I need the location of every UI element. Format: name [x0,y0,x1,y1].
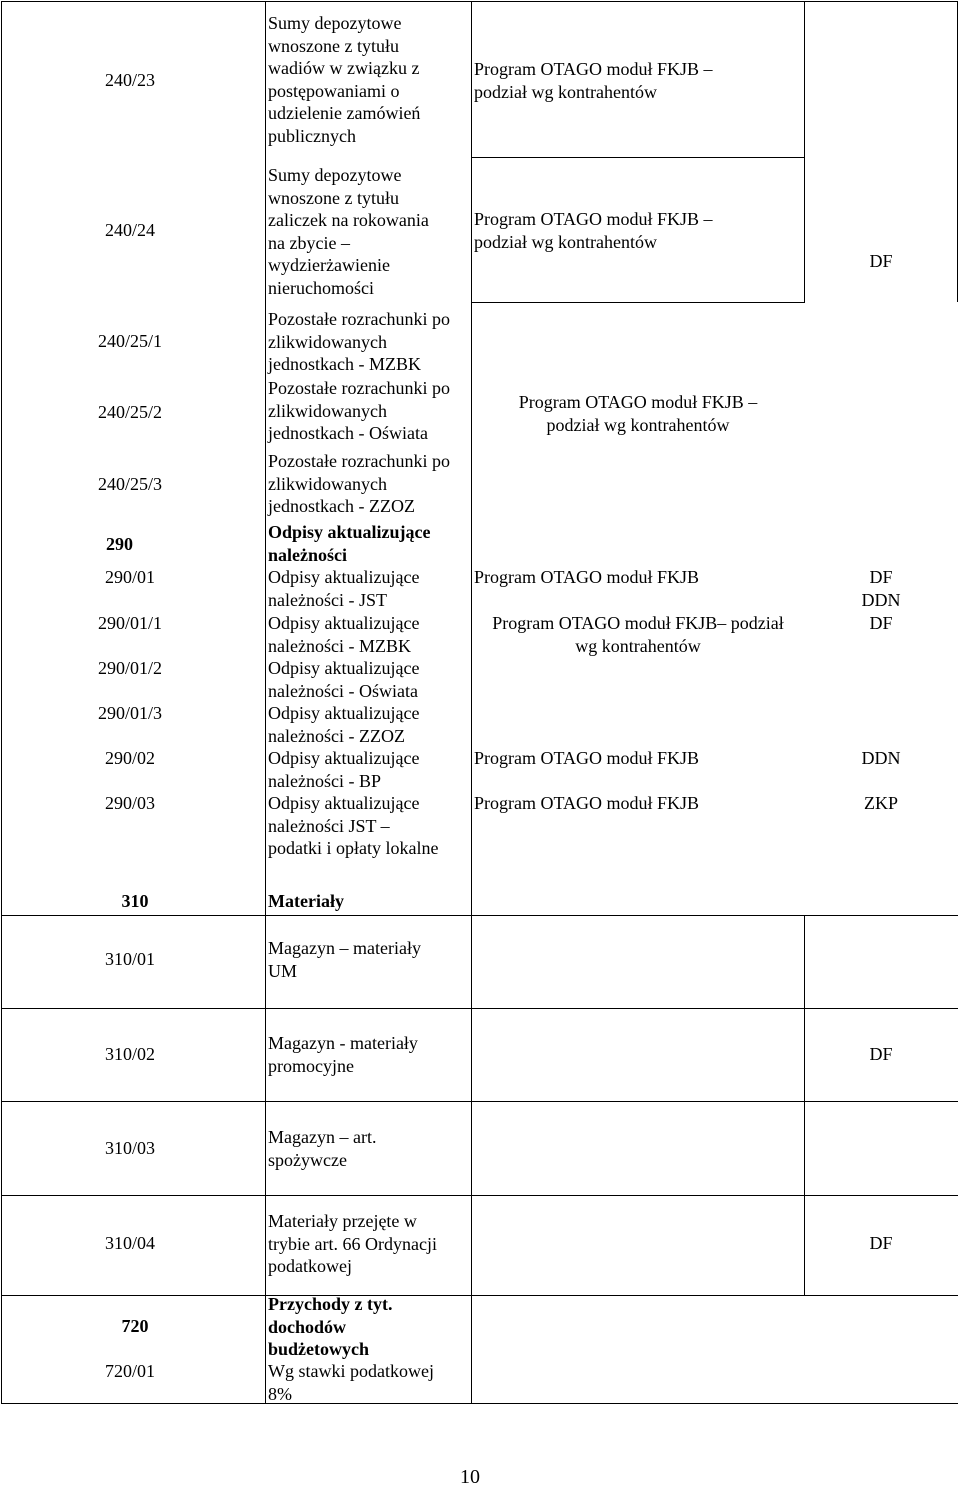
row-divider-310 [1,915,958,916]
account-description: Magazyn – materiały UM [268,938,421,981]
row-divider-310-03 [1,1101,958,1102]
account-description: Pozostałe rozrachunki po zlikwidowanych jednostkach - Oświata [268,378,450,443]
category-cell: DDN [861,748,901,768]
account-number: 310 [121,891,149,911]
account-description: Sumy depozytowe wnoszone z tytułu wadiów w związku z postępowaniami o udzielenie zamówień publicznych [268,13,421,146]
account-description: Odpisy aktualizujące należności - ZZOZ [268,703,420,746]
account-description: Pozostałe rozrachunki po zlikwidowanych jednostkach - ZZOZ [268,451,450,516]
account-description: Przychody z tyt. dochodów budżetowych [268,1294,393,1359]
account-description: Odpisy aktualizujące należności - JST [268,567,420,610]
account-description: Materiały przejęte w trybie art. 66 Ordynacji podatkowej [268,1211,437,1276]
col-divider-2 [471,1,472,1403]
program-cell: Program OTAGO moduł FKJB – podział wg kontrahentów [474,59,713,102]
account-number: 290/01 [104,567,155,587]
col-divider-3-bottom [804,915,805,1295]
category-cell: DF [869,251,893,271]
account-description: Odpisy aktualizujące należności [268,522,431,565]
account-number: 240/25/2 [97,402,162,422]
category-cell: DF [869,613,893,633]
account-description: Odpisy aktualizujące należności - BP [268,748,420,791]
account-number: 290/01/1 [97,613,162,633]
account-description: Magazyn - materiały promocyjne [268,1033,418,1076]
col-divider-3-top [804,1,805,302]
account-number: 290/01/3 [97,703,162,723]
account-number: 310/03 [104,1138,155,1158]
row-divider-310-02 [1,1008,958,1009]
account-description: Odpisy aktualizujące należności - MZBK [268,613,420,656]
program-cell: Program OTAGO moduł FKJB [474,567,700,587]
row-divider-program-1 [471,157,805,158]
account-description: Pozostałe rozrachunki po zlikwidowanych jednostkach - MZBK [268,309,450,374]
program-cell: Program OTAGO moduł FKJB – podział wg kontrahentów [474,209,713,252]
account-number: 290/02 [104,748,155,768]
category-cell: DF DDN [861,567,901,610]
category-cell: DF [869,1044,893,1064]
account-description: Odpisy aktualizujące należności JST – podatki i opłaty lokalne [268,793,439,858]
account-number: 240/23 [104,70,155,90]
account-number: 720 [121,1316,149,1336]
account-number: 240/25/1 [97,331,162,351]
row-divider-program-2 [471,302,805,303]
account-number: 290/01/2 [97,658,162,678]
program-cell: Program OTAGO moduł FKJB – podział wg kontrahentów [518,392,758,435]
program-cell: Program OTAGO moduł FKJB [474,748,700,768]
account-description: Odpisy aktualizujące należności - Oświata [268,658,420,701]
category-cell: ZKP [863,793,898,813]
account-number: 290 [106,534,133,554]
account-number: 310/01 [104,949,155,969]
account-number: 310/04 [104,1233,155,1253]
program-cell: Program OTAGO moduł FKJB– podział wg kontrahentów [492,613,784,656]
account-number: 240/25/3 [97,474,162,494]
row-divider-720 [1,1295,958,1296]
account-description: Sumy depozytowe wnoszone z tytułu zaliczek na rokowania na zbycie – wydzierżawienie nieruchomości [268,165,429,298]
account-description: Wg stawki podatkowej 8% [268,1361,434,1404]
page-number: 10 [460,1466,480,1488]
table-border-top [1,1,958,2]
account-number: 310/02 [104,1044,155,1064]
account-number: 240/24 [104,220,155,240]
row-divider-310-04 [1,1195,958,1196]
account-description: Materiały [268,891,344,911]
account-number: 290/03 [104,793,155,813]
table-border-left [1,1,2,1403]
table-border-right-top [957,1,958,302]
account-number: 720/01 [104,1361,155,1381]
category-cell: DF [869,1233,893,1253]
program-cell: Program OTAGO moduł FKJB [474,793,700,813]
account-description: Magazyn – art. spożywcze [268,1127,377,1170]
col-divider-1 [265,1,266,1403]
table-border-bottom [1,1403,958,1404]
